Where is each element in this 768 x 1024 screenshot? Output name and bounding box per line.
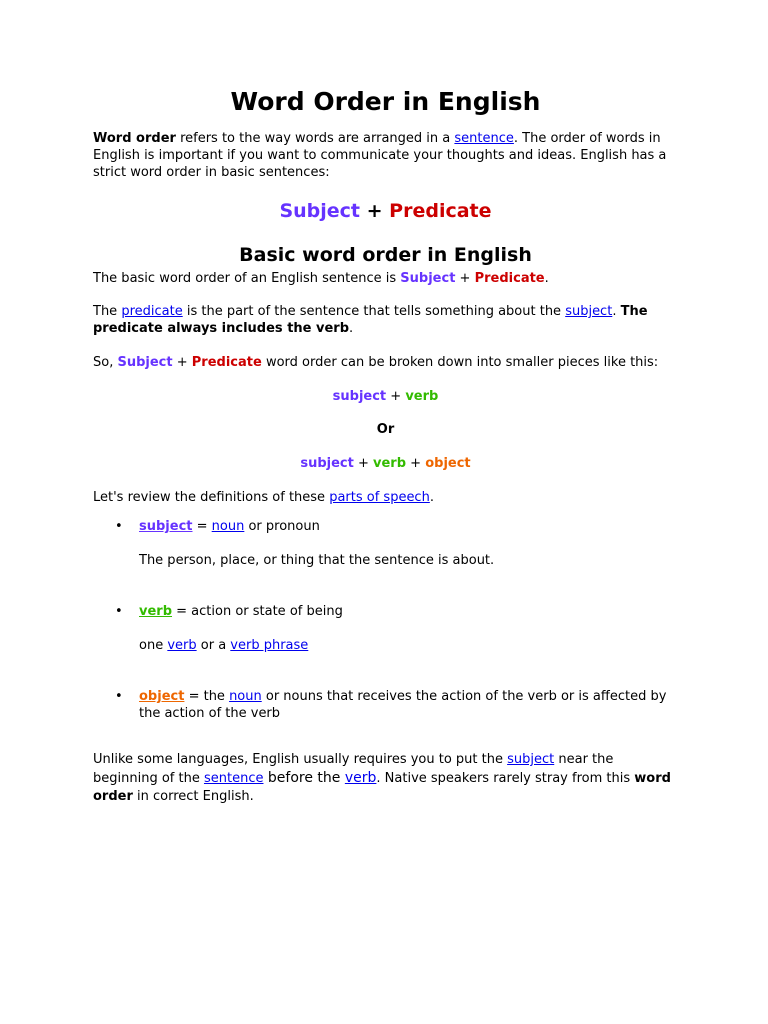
pattern2-subject: subject (300, 456, 354, 471)
predicate-paragraph (93, 303, 678, 337)
so-text-2: word order can be broken down into smaller pieces like this: (261, 355, 659, 370)
so-paragraph (93, 354, 678, 371)
noun-link[interactable]: noun (211, 519, 245, 534)
pattern1-verb: verb (405, 389, 439, 404)
predicate-text-3: . (612, 304, 621, 319)
bullet-icon: • (115, 689, 123, 704)
pattern2-object: object (425, 456, 471, 471)
object-def-text-1: = the (184, 689, 230, 704)
so-text-1: So, (93, 355, 118, 370)
verb-detail-text-1: one (139, 638, 168, 653)
or-label (93, 421, 678, 438)
closing-text-5: in correct English. (132, 789, 254, 804)
list-item-subject (93, 518, 678, 569)
verb-def-text-1: = action or state of being (172, 604, 343, 619)
list-item-object (93, 688, 678, 722)
formula-line (93, 199, 678, 223)
subject-link[interactable]: subject (565, 304, 613, 319)
verb-detail-text-2: or a (196, 638, 231, 653)
definitions-list (93, 518, 678, 722)
intro-paragraph (93, 130, 678, 181)
verb-detail (139, 637, 678, 654)
predicate-bold-statement: The predicate always includes the verb (93, 304, 648, 336)
sentence-link[interactable]: sentence (454, 131, 514, 146)
so-predicate: Predicate (191, 355, 262, 370)
verb-phrase-link[interactable]: verb phrase (230, 638, 309, 653)
subject-detail: The person, place, or thing that the sentence is about. (139, 553, 495, 568)
basic-order-paragraph (93, 270, 678, 287)
or-text: Or (376, 422, 395, 437)
formula-predicate: Predicate (389, 200, 492, 222)
subject-link[interactable]: subject (507, 752, 555, 767)
predicate-text-1: The (93, 304, 122, 319)
pattern-subject-verb-object (93, 455, 678, 472)
predicate-text-2: is the part of the sentence that tells something about the (182, 304, 566, 319)
page-title: Word Order in English (230, 87, 541, 116)
basic-predicate: Predicate (474, 271, 545, 286)
sentence-link[interactable]: sentence (203, 771, 264, 786)
review-end: . (429, 490, 434, 505)
bullet-icon: • (115, 604, 123, 619)
definition-subject (139, 518, 678, 535)
noun-link[interactable]: noun (229, 689, 262, 704)
predicate-link[interactable]: predicate (121, 304, 183, 319)
object-def-text-2: or nouns that receives the action of the verb or is affected by the action of the verb (139, 689, 667, 721)
object-term-link[interactable]: object (139, 689, 185, 704)
document-content (93, 86, 678, 806)
closing-paragraph (93, 751, 678, 806)
verb-term-link[interactable]: verb (139, 604, 173, 619)
so-subject: Subject (117, 355, 173, 370)
formula-subject: Subject (279, 200, 361, 222)
basic-end: . (544, 271, 549, 286)
parts-of-speech-link[interactable]: parts of speech (329, 490, 430, 505)
basic-text-1: The basic word order of an English sentence is (93, 271, 401, 286)
so-plus: + (172, 355, 192, 370)
closing-text-2: near the beginning of the (93, 752, 614, 786)
subject-def-text-1: = (192, 519, 212, 534)
definition-object (139, 688, 678, 722)
intro-bold-term: Word order (93, 131, 176, 146)
review-text-1: Let's review the definitions of these (93, 490, 330, 505)
closing-text-1: Unlike some languages, English usually requires you to put the (93, 752, 508, 767)
formula-plus: + (360, 200, 390, 222)
verb-link[interactable]: verb (167, 638, 197, 653)
basic-plus: + (455, 271, 475, 286)
pattern-subject-verb (93, 388, 678, 405)
pattern1-plus: + (386, 389, 406, 404)
basic-subject: Subject (400, 271, 456, 286)
subject-def-text-2: or pronoun (244, 519, 320, 534)
pattern2-plus-2: + (406, 456, 426, 471)
review-paragraph (93, 489, 678, 506)
pattern2-plus-1: + (353, 456, 374, 471)
intro-text-2: . The order of words in English is important if you want to communicate your thoughts and ideas. English has a strict word order in basic sentences: (93, 131, 667, 180)
subject-term-link[interactable]: subject (139, 519, 193, 534)
pattern1-subject: subject (332, 389, 387, 404)
closing-bold-term: word order (93, 771, 671, 804)
list-item-verb (93, 603, 678, 654)
intro-text-1: refers to the way words are arranged in a (175, 131, 455, 146)
pattern2-verb: verb (373, 456, 407, 471)
closing-text-3: before the (263, 770, 345, 786)
verb-link[interactable]: verb (344, 770, 377, 786)
bullet-icon: • (115, 519, 123, 534)
closing-text-4: . Native speakers rarely stray from this (376, 771, 635, 786)
predicate-end: . (349, 321, 354, 336)
section-heading: Basic word order in English (239, 244, 532, 266)
definition-verb (139, 603, 678, 620)
